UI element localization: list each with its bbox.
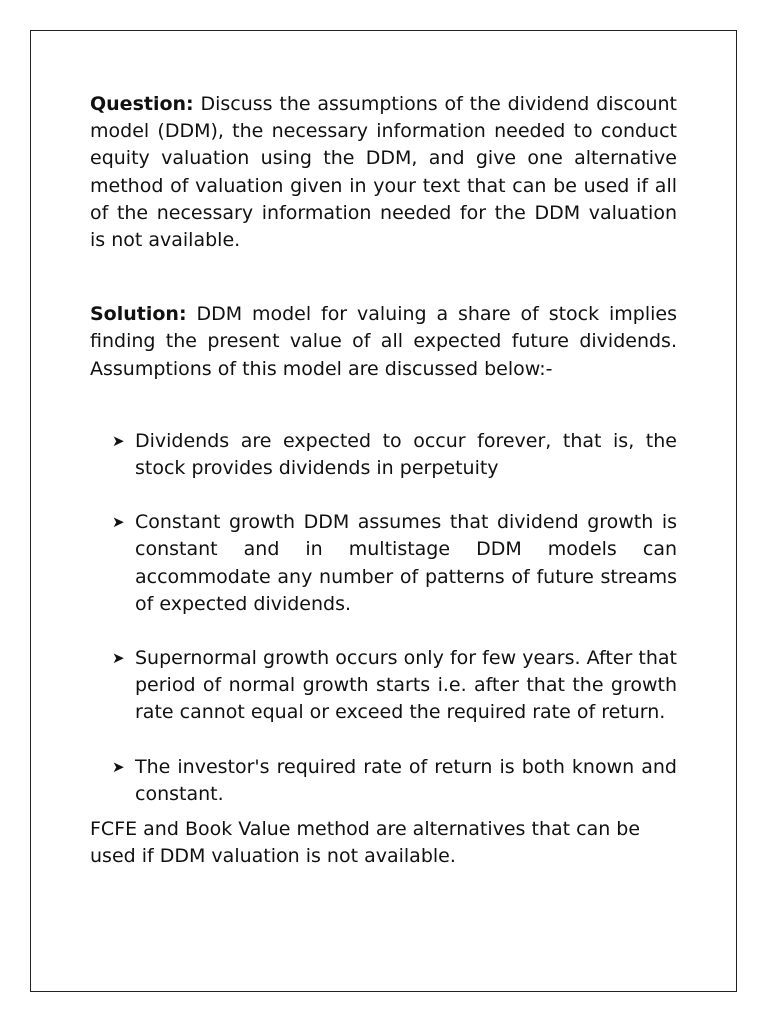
arrow-bullet-icon: ➤ (112, 513, 125, 532)
arrow-bullet-icon: ➤ (112, 757, 125, 776)
list-item (90, 509, 677, 618)
list-item (90, 645, 677, 727)
question-label: Question: (90, 93, 194, 115)
list-item (90, 428, 677, 482)
solution-text: DDM model for valuing a share of stock implies finding the present value of all expected future dividends. Assumptions of this model are discussed below:- (90, 303, 677, 380)
conclusion-paragraph: FCFE and Book Value method are alternatives that can be used if DDM valuation is not available. (90, 818, 641, 868)
list-item (90, 754, 677, 808)
assumptions-list (90, 428, 677, 808)
document-body (90, 91, 677, 870)
arrow-bullet-icon: ➤ (112, 649, 125, 668)
solution-paragraph (90, 301, 677, 383)
question-text: Discuss the assumptions of the dividend discount model (DDM), the necessary information needed to conduct equity valuation using the DDM, and give one alternative method of valuation given in your text that can be used if all of the necessary information needed for the DDM valuation is not available. (90, 93, 677, 252)
list-item-text: Dividends are expected to occur forever, that is, the stock provides dividends in perpetuity (135, 429, 677, 480)
question-paragraph (90, 91, 677, 254)
list-item-text: The investor's required rate of return is both known and constant. (135, 755, 677, 805)
list-item-text: Supernormal growth occurs only for few years. After that period of normal growth starts i.e. after that the growth rate cannot equal or exceed the required rate of return. (135, 647, 677, 724)
arrow-bullet-icon: ➤ (112, 431, 125, 450)
solution-label: Solution: (90, 303, 187, 326)
list-item-text: Constant growth DDM assumes that dividend growth is constant and in multistage DDM models can accommodate any number of patterns of future streams of expected dividends. (135, 511, 677, 615)
